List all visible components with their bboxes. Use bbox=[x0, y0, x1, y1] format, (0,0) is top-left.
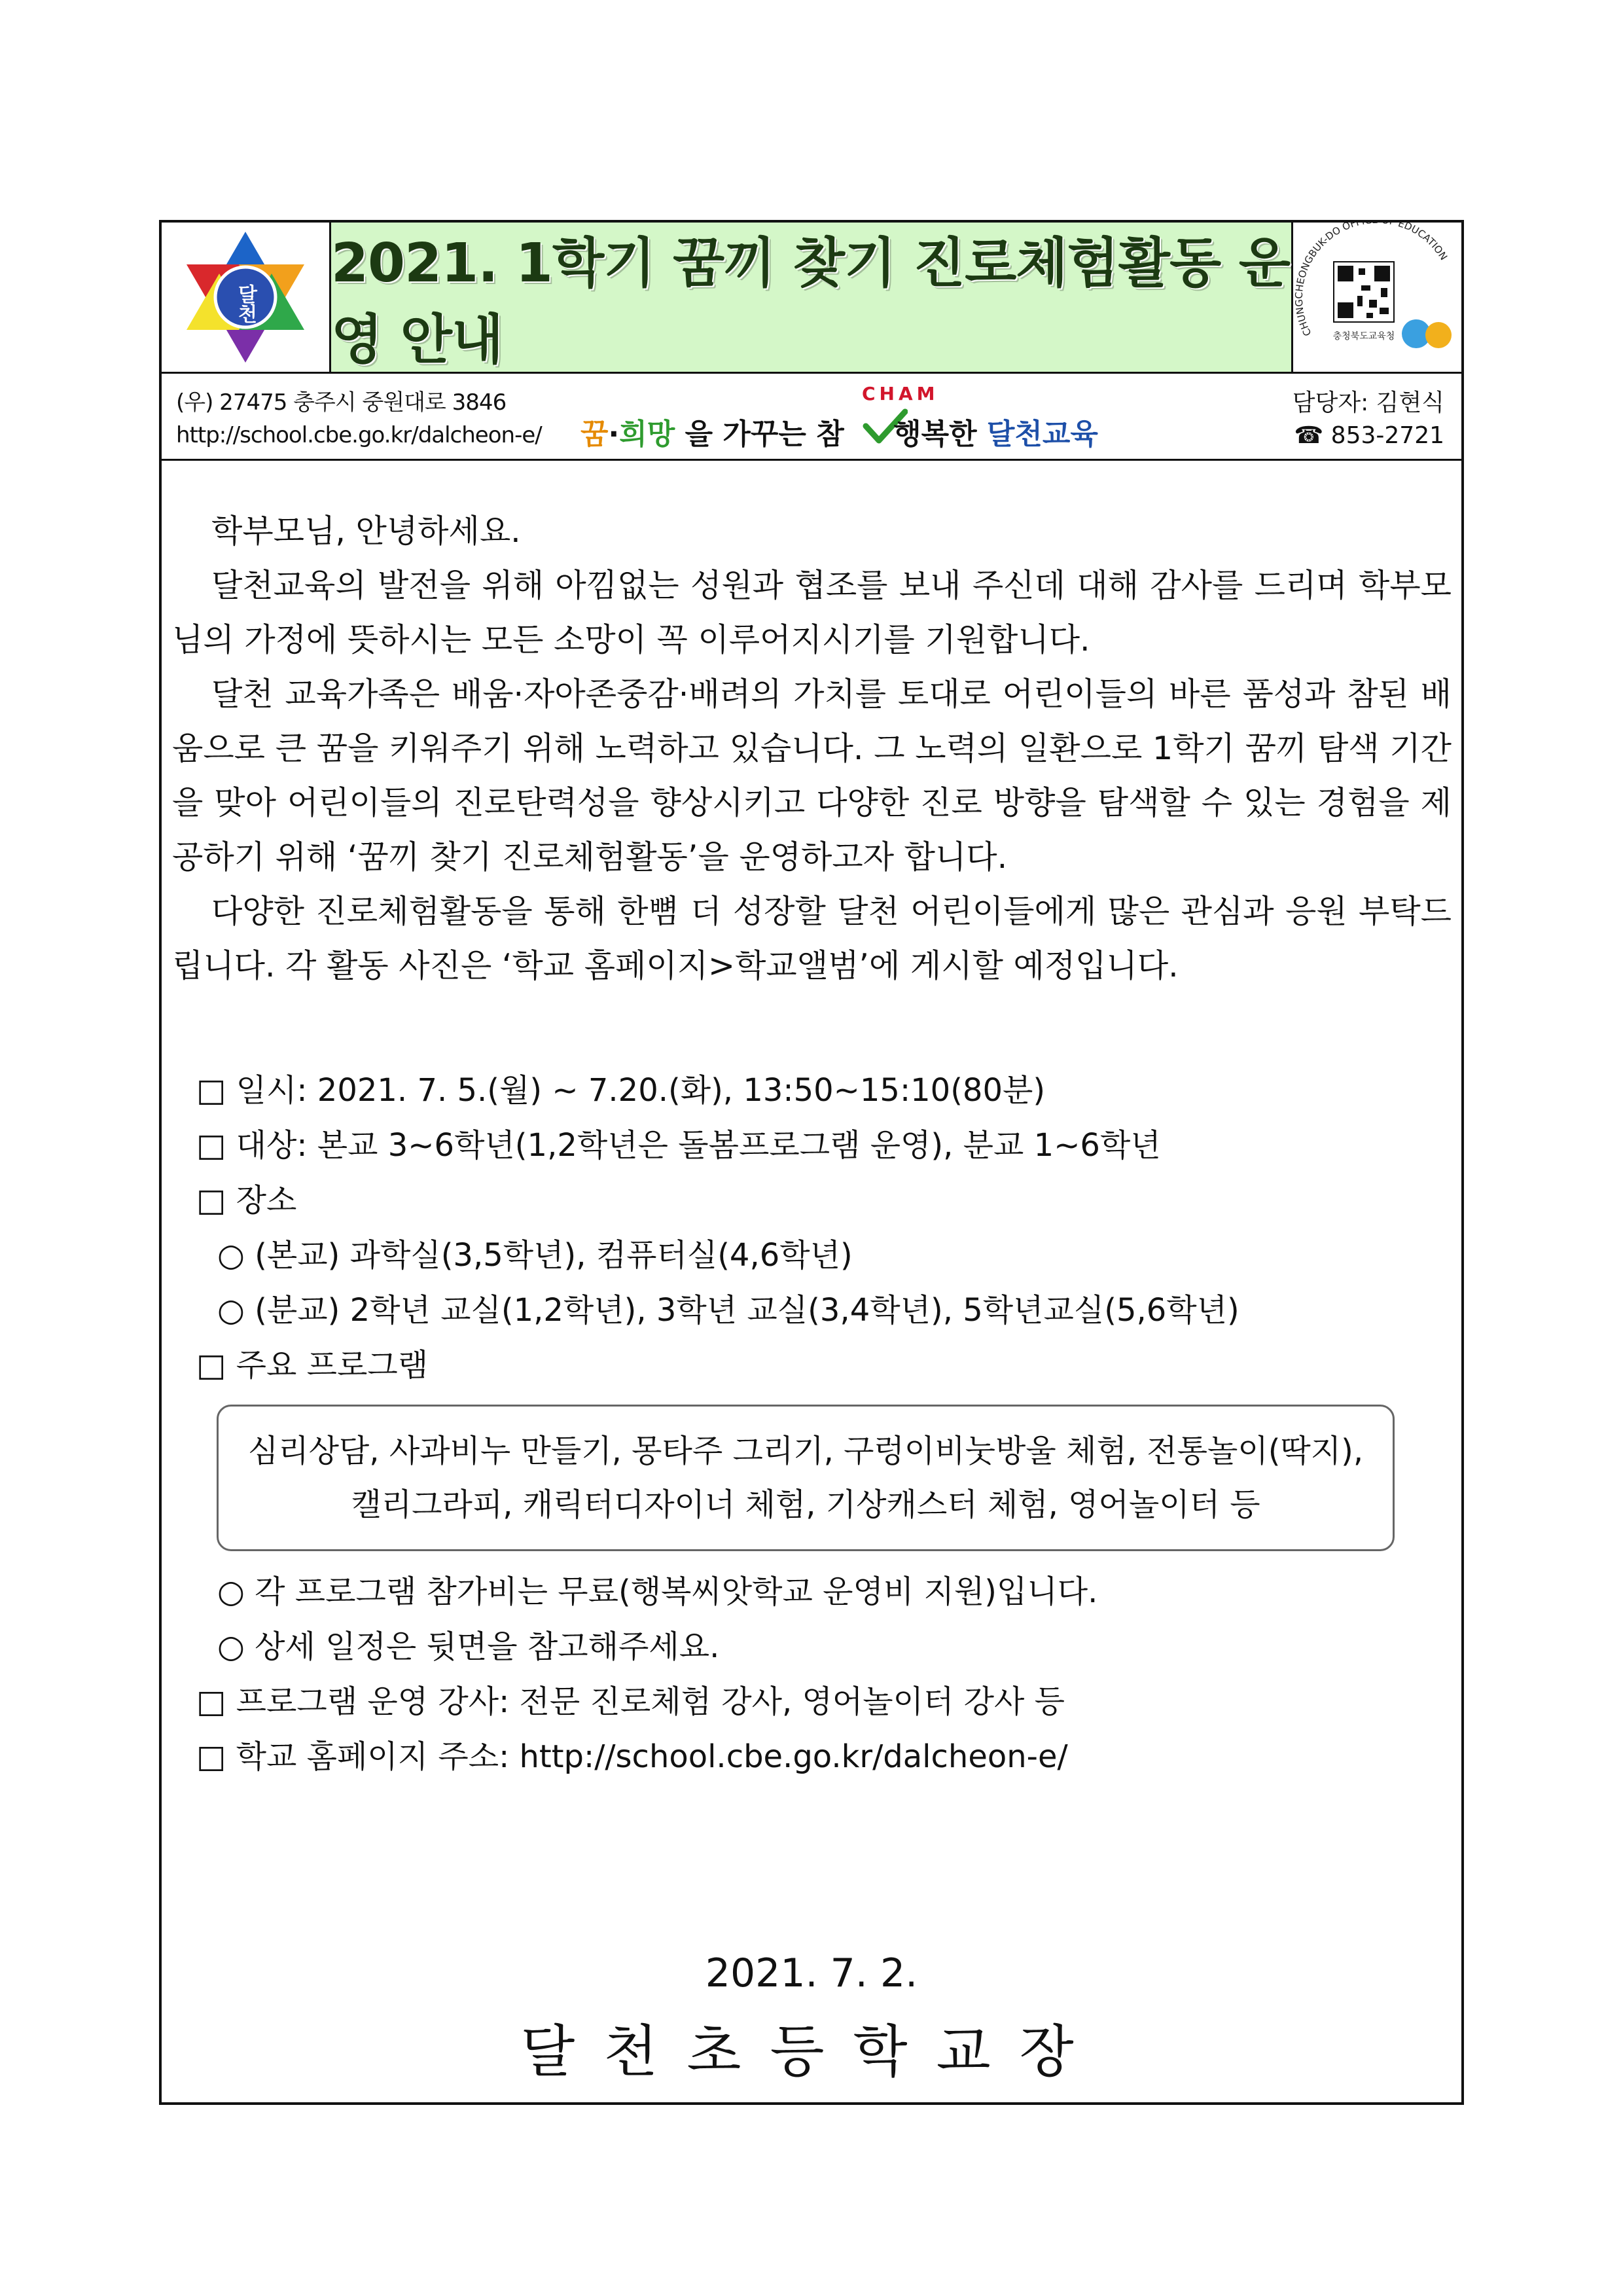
issue-date: 2021. 7. 2. bbox=[705, 1950, 918, 1996]
item-date: □ 일시: 2021. 7. 5.(월) ~ 7.20.(화), 13:50~15:10(80분) bbox=[196, 1072, 1046, 1109]
office-name-text: 충청북도교육청 bbox=[1332, 331, 1395, 342]
header-info-row bbox=[162, 374, 1461, 461]
greeting: 학부모님, 안녕하세요. bbox=[211, 512, 521, 550]
item-place-main: ○ (본교) 과학실(3,5학년), 컴퓨터실(4,6학년) bbox=[217, 1237, 853, 1274]
school-logo-star-icon bbox=[162, 223, 329, 372]
contact-phone: ☎ 853-2721 bbox=[1294, 422, 1444, 449]
item-place-branch: ○ (분교) 2학년 교실(1,2학년), 3학년 교실(3,4학년), 5학년교실(5,6학년) bbox=[217, 1292, 1240, 1329]
slogan-cham: 참 bbox=[816, 418, 844, 451]
slogan-text bbox=[580, 410, 1098, 452]
program-list-box bbox=[217, 1405, 1395, 1551]
paragraph-1: 달천교육의 발전을 위해 아낌없는 성원과 협조를 보내 주신데 대해 감사를 드리며 학부모님의 가정에 뜻하시는 모든 소망이 꼭 이루어지시기를 기원합니다. bbox=[172, 567, 1452, 658]
paragraph-2: 달천 교육가족은 배움·자아존중감·배려의 가치를 토대로 어린이들의 바른 품성과 참된 배움으로 큰 꿈을 키워주기 위해 노력하고 있습니다. 그 노력의 일환으로 1학기 꿈끼 탐색 기간을 맞아 어린이들의 진로탄력성을 향상시키고 다양한 진로 방향을 탐색할 수 있는 경험을 제공하기 위해 ‘꿈끼 찾기 진로체험활동’을 운영하고자 합니다. bbox=[172, 675, 1452, 876]
logo-text: 달천 bbox=[234, 284, 257, 323]
item-programs: □ 주요 프로그램 bbox=[196, 1347, 429, 1384]
program-line-1: 심리상담, 사과비누 만들기, 몽타주 그리기, 구렁이비눗방울 체험, 전통놀이(딱지), bbox=[247, 1433, 1364, 1469]
slogan-cham-letters: CHAM bbox=[862, 383, 939, 404]
slogan bbox=[580, 380, 1098, 454]
item-homepage: □ 학교 홈페이지 주소: http://school.cbe.go.kr/dalcheon-e/ bbox=[196, 1738, 1068, 1775]
slogan-dream: 꿈 bbox=[580, 418, 609, 451]
header-title-row bbox=[162, 223, 1461, 374]
title-cell bbox=[331, 223, 1293, 372]
slogan-mid: 을 가꾸는 bbox=[675, 418, 817, 451]
letter-body bbox=[172, 504, 1452, 993]
slogan-hope: 희망 bbox=[619, 418, 675, 451]
slogan-happy: 행복한 bbox=[883, 418, 987, 451]
contact-person: 담당자: 김현식 bbox=[1292, 389, 1444, 416]
item-place: □ 장소 bbox=[196, 1182, 297, 1219]
page-title: 2021. 1학기 꿈끼 찾기 진로체험활동 운영 안내 bbox=[331, 232, 1290, 371]
school-url[interactable]: http://school.cbe.go.kr/dalcheon-e/ bbox=[176, 422, 542, 448]
office-logo-cell bbox=[1293, 223, 1461, 372]
office-arc-text: CHUNGCHEONGBUK-DO OF EDUCATION bbox=[1293, 223, 1450, 338]
item-instructors: □ 프로그램 운영 강사: 전문 진로체험 강사, 영어놀이터 강사 등 bbox=[196, 1683, 1065, 1720]
info-list-bottom bbox=[196, 1564, 1097, 1784]
info-list-top bbox=[196, 1063, 1240, 1393]
school-address: (우) 27475 충주시 중원대로 3846 bbox=[176, 389, 507, 416]
paragraph-3: 다양한 진로체험활동을 통해 한뼘 더 성장할 달천 어린이들에게 많은 관심과 응원 부탁드립니다. 각 활동 사진은 ‘학교 홈페이지>학교앨범’에 게시할 예정입니다. bbox=[172, 893, 1452, 984]
item-schedule: ○ 상세 일정은 뒷면을 참고해주세요. bbox=[217, 1628, 720, 1665]
program-line-2: 캘리그라피, 캐릭터디자이너 체험, 기상캐스터 체험, 영어놀이터 등 bbox=[351, 1486, 1260, 1523]
school-logo-cell bbox=[162, 223, 331, 372]
slogan-dot: · bbox=[608, 418, 620, 451]
item-target: □ 대상: 본교 3~6학년(1,2학년은 돌봄프로그램 운영), 분교 1~6학년 bbox=[196, 1127, 1161, 1164]
slogan-dalcheon: 달천교육 bbox=[986, 418, 1098, 451]
qr-code-icon bbox=[1293, 223, 1461, 372]
item-fee: ○ 각 프로그램 참가비는 무료(행복씨앗학교 운영비 지원)입니다. bbox=[217, 1573, 1098, 1610]
principal-signature: 달천초등학교장 bbox=[520, 2019, 1103, 2085]
